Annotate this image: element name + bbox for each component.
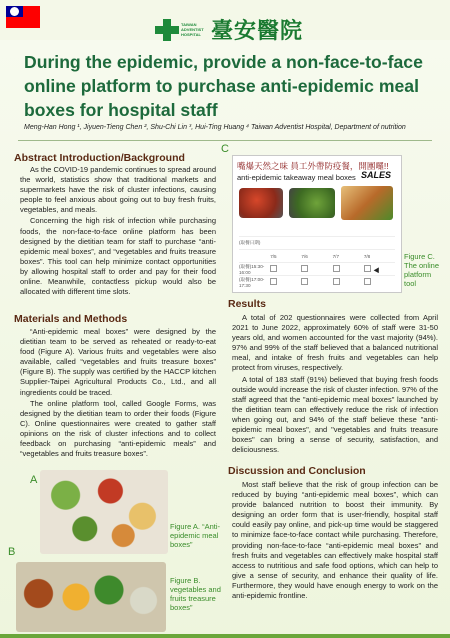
abstract-heading: Abstract Introduction/Background — [14, 152, 185, 164]
divider — [18, 140, 432, 141]
abstract-paragraph-1: As the COVID-19 pandemic continues to spread around the world, statistics show that traditional markets and supermarkets have the risk of cluster infections, causing people to feel anxious about going out to buy fresh fruits, vegetables, and meals. — [20, 165, 216, 215]
discussion-body — [232, 480, 438, 602]
figure-b-letter: B — [8, 546, 16, 558]
date-col: 7/5 — [270, 253, 277, 259]
order-table — [239, 236, 395, 288]
time-slot-label: (取餐)15:30-16:00 — [239, 263, 265, 275]
results-body — [232, 313, 438, 456]
footer-bar — [0, 634, 450, 638]
order-checkbox[interactable] — [364, 265, 371, 272]
discussion-heading: Discussion and Conclusion — [228, 465, 366, 477]
order-checkbox[interactable] — [301, 265, 308, 272]
tool-title-cn: 嘴爆天然之味 員工外帶防疫餐，開團囉!! — [237, 161, 389, 171]
sales-tag: SALES — [361, 170, 392, 180]
results-paragraph-2: A total of 183 staff (91%) believed that buying fresh foods outside would increase the risk of cluster infection. 97% of the staff agreed that the "anti-epidemic meal boxes" launched by the dietitian team can effectively reduce the risk of infection when going out, and 94% of the staff believe these "anti-epidemic meal boxes", and "vegetables and fruits treasure boxes" can bring a sense of security, satisfaction, and deliciousness. — [232, 374, 438, 455]
online-platform-screenshot — [232, 155, 402, 293]
results-paragraph-1: A total of 202 questionnaires were collected from April 2021 to June 2022, approximately 60% of staff were 31-50 years old, and women accounted for the vast majority (94%). 97% and 99% of the staff believed that a balanced nutritional meal, and intake of fresh fruits and vegetables can help protect from viruses, respectively. — [232, 313, 438, 373]
abstract-body — [20, 165, 216, 298]
discussion-paragraph: Most staff believe that the risk of group infection can be reduced by buying “anti-epidemic meal boxes”, which can provide balanced nutrition to boost their immunity. By designing an order form that is user-friendly, hospital staff could easily pay online, and pick-up time would be staggered to minimize face-to-face contact while purchasing. Therefore, providing non-face-to-face “anti-epidemic meal boxes” and fresh fruits and vegetables can effectively make hospital staff access to nutritious and safe food options, which can help to give a sense of security, and enhance their quality of life. Furthermore, they would have enough energy to work on the anti-epidemic frontline. — [232, 480, 438, 601]
hospital-logo — [155, 14, 303, 45]
cross-icon — [155, 19, 179, 41]
order-checkbox[interactable] — [333, 265, 340, 272]
hospital-name-en: TAIWAN ADVENTIST HOSPITAL — [181, 22, 204, 37]
figure-a-letter: A — [30, 474, 38, 486]
table-header-label: (取餐日期) — [239, 240, 261, 245]
time-slot-label: (取餐)17:00-17:30 — [239, 276, 265, 288]
figure-a-caption: Figure A. “Anti-epidemic meal boxes” — [170, 522, 221, 549]
order-checkbox[interactable] — [301, 278, 308, 285]
fruit-vegetable-boxes-photo — [16, 562, 166, 632]
meal-photo — [289, 188, 335, 218]
order-checkbox[interactable] — [364, 278, 371, 285]
figure-c-caption: Figure C. The online platform tool — [404, 252, 440, 288]
order-checkbox[interactable] — [333, 278, 340, 285]
date-col: 7/6 — [301, 253, 308, 259]
hospital-name-cn: 臺安醫院 — [211, 18, 304, 44]
methods-paragraph-1: “Anti-epidemic meal boxes” were designed by the dietitian team to be served as reheated or ready-to-eat food (Figure A). Various fruits and vegetables were also available, called “vegetables and fruits treasure boxes” (Figure B). The supply was certified by the HACCP kitchen Supplier-Taipei Agricultural Products Co., Ltd., and all ingredients could be traced. — [20, 327, 216, 397]
meal-boxes-photo — [40, 470, 168, 554]
methods-heading: Materials and Methods — [14, 313, 128, 325]
date-col: 7/7 — [332, 253, 339, 259]
methods-body — [20, 327, 216, 460]
date-col: 7/8 — [363, 253, 371, 259]
authors-line: Meng-Han Hong ¹, Jiyuen-Tieng Chen ², Shu-Chi Lin ³, Hui-Ting Huang ⁴ Taiwan Adventist Hospital, Department of nutrition — [24, 124, 406, 131]
methods-paragraph-2: The online platform tool, called Google Forms, was designed by the dietitian team to order their foods (Figure C). Online questionnaires were created to gather staff opinions on the risk of cluster infections and to collect feedback on purchasing “anti-epidemic meals” and “vegetables and fruits treasure boxes”. — [20, 398, 216, 459]
meal-photo — [239, 188, 283, 218]
abstract-paragraph-2: Concerning the high risk of infection while purchasing foods, the non-face-to-face online platform has been designed by the dietitian team for staff to purchase “anti-epidemic meal boxes”, and “vegetables and fruits treasure boxes”. This tool can help minimize contact opportunities by allowing hospital staff to order and pay for their food online. Meanwhile, contactless pickup would also be allocated with different time slots. — [20, 216, 216, 297]
meal-photo — [341, 186, 393, 220]
figure-c-letter: C — [221, 143, 229, 155]
order-checkbox[interactable] — [270, 278, 277, 285]
tool-title-en: anti-epidemic takeaway meal boxes — [237, 173, 356, 182]
results-heading: Results — [228, 298, 266, 310]
poster-title: During the epidemic, provide a non-face-to-face online platform to purchase anti-epidemic meal boxes for hospital staff — [24, 52, 423, 120]
figure-b-caption: Figure B. vegetables and fruits treasure boxes” — [170, 576, 221, 612]
order-checkbox[interactable] — [270, 265, 277, 272]
taiwan-flag-icon — [6, 6, 40, 28]
